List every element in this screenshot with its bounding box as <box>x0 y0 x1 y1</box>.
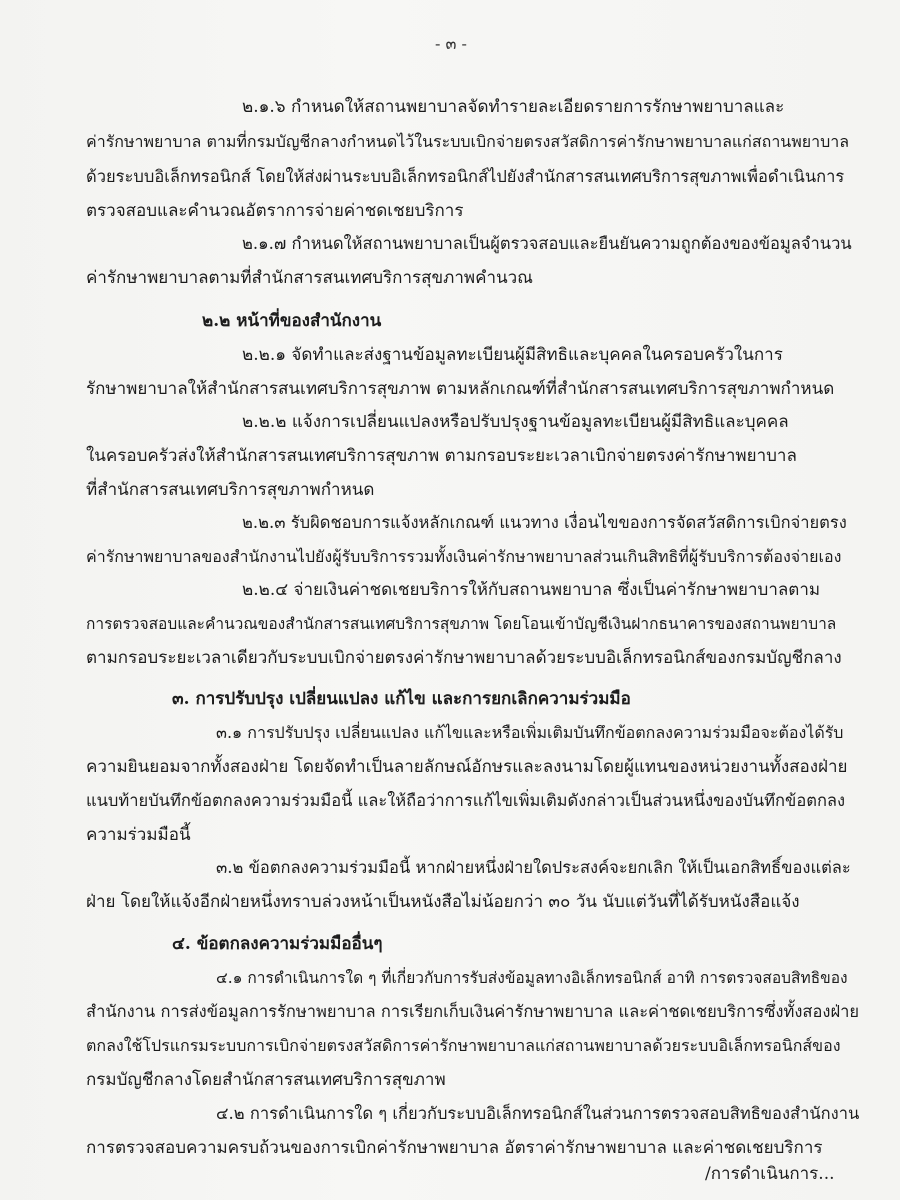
paragraph-2-1-6-line: ด้วยระบบอิเล็กทรอนิกส์ โดยให้ส่งผ่านระบบอิเล็กทรอนิกส์ไปยังสำนักสารสนเทศบริการสุขภาพเพื่อดำเนินการ <box>86 167 845 186</box>
paragraph-3-2-line: ๓.๒ ข้อตกลงความร่วมมือนี้ หากฝ่ายหนึ่งฝ่ายใดประสงค์จะยกเลิก ให้เป็นเอกสิทธิ์ของแต่ละ <box>216 858 851 877</box>
section-heading-2-2: ๒.๒ หน้าที่ของสำนักงาน <box>202 311 382 331</box>
section-heading-4: ๔. ข้อตกลงความร่วมมืออื่นๆ <box>172 934 383 954</box>
paragraph-4-1-line: ๔.๑ การดำเนินการใด ๆ ที่เกี่ยวกับการรับส่งข้อมูลทางอิเล็กทรอนิกส์ อาทิ การตรวจสอบสิทธิของ <box>216 969 848 987</box>
page-number: - ๓ - <box>435 34 467 53</box>
paragraph-3-1-line: แนบท้ายบันทึกข้อตกลงความร่วมมือนี้ และให้ถือว่าการแก้ไขเพิ่มเติมดังกล่าวเป็นส่วนหนึ่งของบันทึกข้อตกลง <box>86 791 846 810</box>
paragraph-2-1-7-line: ค่ารักษาพยาบาลตามที่สำนักสารสนเทศบริการสุขภาพคำนวณ <box>86 268 533 288</box>
section-heading-3: ๓. การปรับปรุง เปลี่ยนแปลง แก้ไข และการยกเลิกความร่วมมือ <box>172 689 631 709</box>
paragraph-2-2-1-line: รักษาพยาบาลให้สำนักสารสนเทศบริการสุขภาพ ตามหลักเกณฑ์ที่สำนักสารสนเทศบริการสุขภาพกำหนด <box>86 379 835 399</box>
paragraph-2-2-4-line: ๒.๒.๔ จ่ายเงินค่าชดเชยบริการให้กับสถานพยาบาล ซึ่งเป็นค่ารักษาพยาบาลตาม <box>242 580 821 600</box>
paragraph-3-1-line: ความยินยอมจากทั้งสองฝ่าย โดยจัดทำเป็นลายลักษณ์อักษรและลงนามโดยผู้แทนของหน่วยงานทั้งสองฝ่าย <box>86 757 848 777</box>
paragraph-2-2-1-line: ๒.๒.๑ จัดทำและส่งฐานข้อมูลทะเบียนผู้มีสิทธิและบุคคลในครอบครัวในการ <box>242 345 783 365</box>
paragraph-4-1-line: สำนักงาน การส่งข้อมูลการรักษาพยาบาล การเรียกเก็บเงินค่ารักษาพยาบาล และค่าชดเชยบริการซึ่งทั้งสองฝ่าย <box>86 1002 860 1021</box>
paragraph-4-2-line: ๔.๒ การดำเนินการใด ๆ เกี่ยวกับระบบอิเล็กทรอนิกส์ในส่วนการตรวจสอบสิทธิของสำนักงาน <box>216 1104 860 1123</box>
continuation-marker: /การดำเนินการ... <box>705 1164 835 1184</box>
paragraph-4-1-line: กรมบัญชีกลางโดยสำนักสารสนเทศบริการสุขภาพ <box>86 1070 446 1090</box>
paragraph-3-1-line: ความร่วมมือนี้ <box>86 825 191 845</box>
paragraph-2-2-4-line: ตามกรอบระยะเวลาเดียวกับระบบเบิกจ่ายตรงค่ารักษาพยาบาลด้วยระบบอิเล็กทรอนิกส์ของกรมบัญชีกลาง <box>86 648 842 668</box>
paragraph-2-1-7-line: ๒.๑.๗ กำหนดให้สถานพยาบาลเป็นผู้ตรวจสอบและยืนยันความถูกต้องของข้อมูลจำนวน <box>242 234 852 253</box>
paragraph-2-2-4-line: การตรวจสอบและคำนวณของสำนักสารสนเทศบริการสุขภาพ โดยโอนเข้าบัญชีเงินฝากธนาคารของสถานพยาบาล <box>86 615 837 633</box>
paragraph-2-2-3-line: ค่ารักษาพยาบาลของสำนักงานไปยังผู้รับบริการรวมทั้งเงินค่ารักษาพยาบาลส่วนเกินสิทธิที่ผู้รับบริการต้องจ่ายเอง <box>86 547 842 566</box>
paragraph-2-2-2-line: ๒.๒.๒ แจ้งการเปลี่ยนแปลงหรือปรับปรุงฐานข้อมูลทะเบียนผู้มีสิทธิและบุคคล <box>242 412 789 432</box>
paragraph-2-2-2-line: ที่สำนักสารสนเทศบริการสุขภาพกำหนด <box>86 480 375 500</box>
paragraph-3-1-line: ๓.๑ การปรับปรุง เปลี่ยนแปลง แก้ไขและหรือเพิ่มเติมบันทึกข้อตกลงความร่วมมือจะต้องได้รับ <box>216 723 844 742</box>
paragraph-2-2-3-line: ๒.๒.๓ รับผิดชอบการแจ้งหลักเกณฑ์ แนวทาง เงื่อนไขของการจัดสวัสดิการเบิกจ่ายตรง <box>242 513 847 532</box>
paragraph-2-1-6-line: ค่ารักษาพยาบาล ตามที่กรมบัญชีกลางกำหนดไว้ในระบบเบิกจ่ายตรงสวัสดิการค่ารักษาพยาบาลแก่สถานพยาบาล <box>86 132 850 151</box>
paragraph-4-2-line: การตรวจสอบความครบถ้วนของการเบิกค่ารักษาพยาบาล อัตราค่ารักษาพยาบาล และค่าชดเชยบริการ <box>86 1138 823 1158</box>
paragraph-2-1-6-line: ๒.๑.๖ กำหนดให้สถานพยาบาลจัดทำรายละเอียดรายการรักษาพยาบาลและ <box>242 97 785 117</box>
paragraph-4-1-line: ตกลงใช้โปรแกรมระบบการเบิกจ่ายตรงสวัสดิการค่ารักษาพยาบาลแก่สถานพยาบาลด้วยระบบอิเล็กทรอนิกส์ของ <box>86 1036 841 1055</box>
paragraph-2-2-2-line: ในครอบครัวส่งให้สำนักสารสนเทศบริการสุขภาพ ตามกรอบระยะเวลาเบิกจ่ายตรงค่ารักษาพยาบาล <box>86 446 797 466</box>
paragraph-2-1-6-line: ตรวจสอบและคำนวณอัตราการจ่ายค่าชดเชยบริการ <box>86 201 464 221</box>
paragraph-3-2-line: ฝ่าย โดยให้แจ้งอีกฝ่ายหนึ่งทราบล่วงหน้าเป็นหนังสือไม่น้อยกว่า ๓๐ วัน นับแต่วันที่ได้รับหนังสือแจ้ง <box>86 892 800 912</box>
